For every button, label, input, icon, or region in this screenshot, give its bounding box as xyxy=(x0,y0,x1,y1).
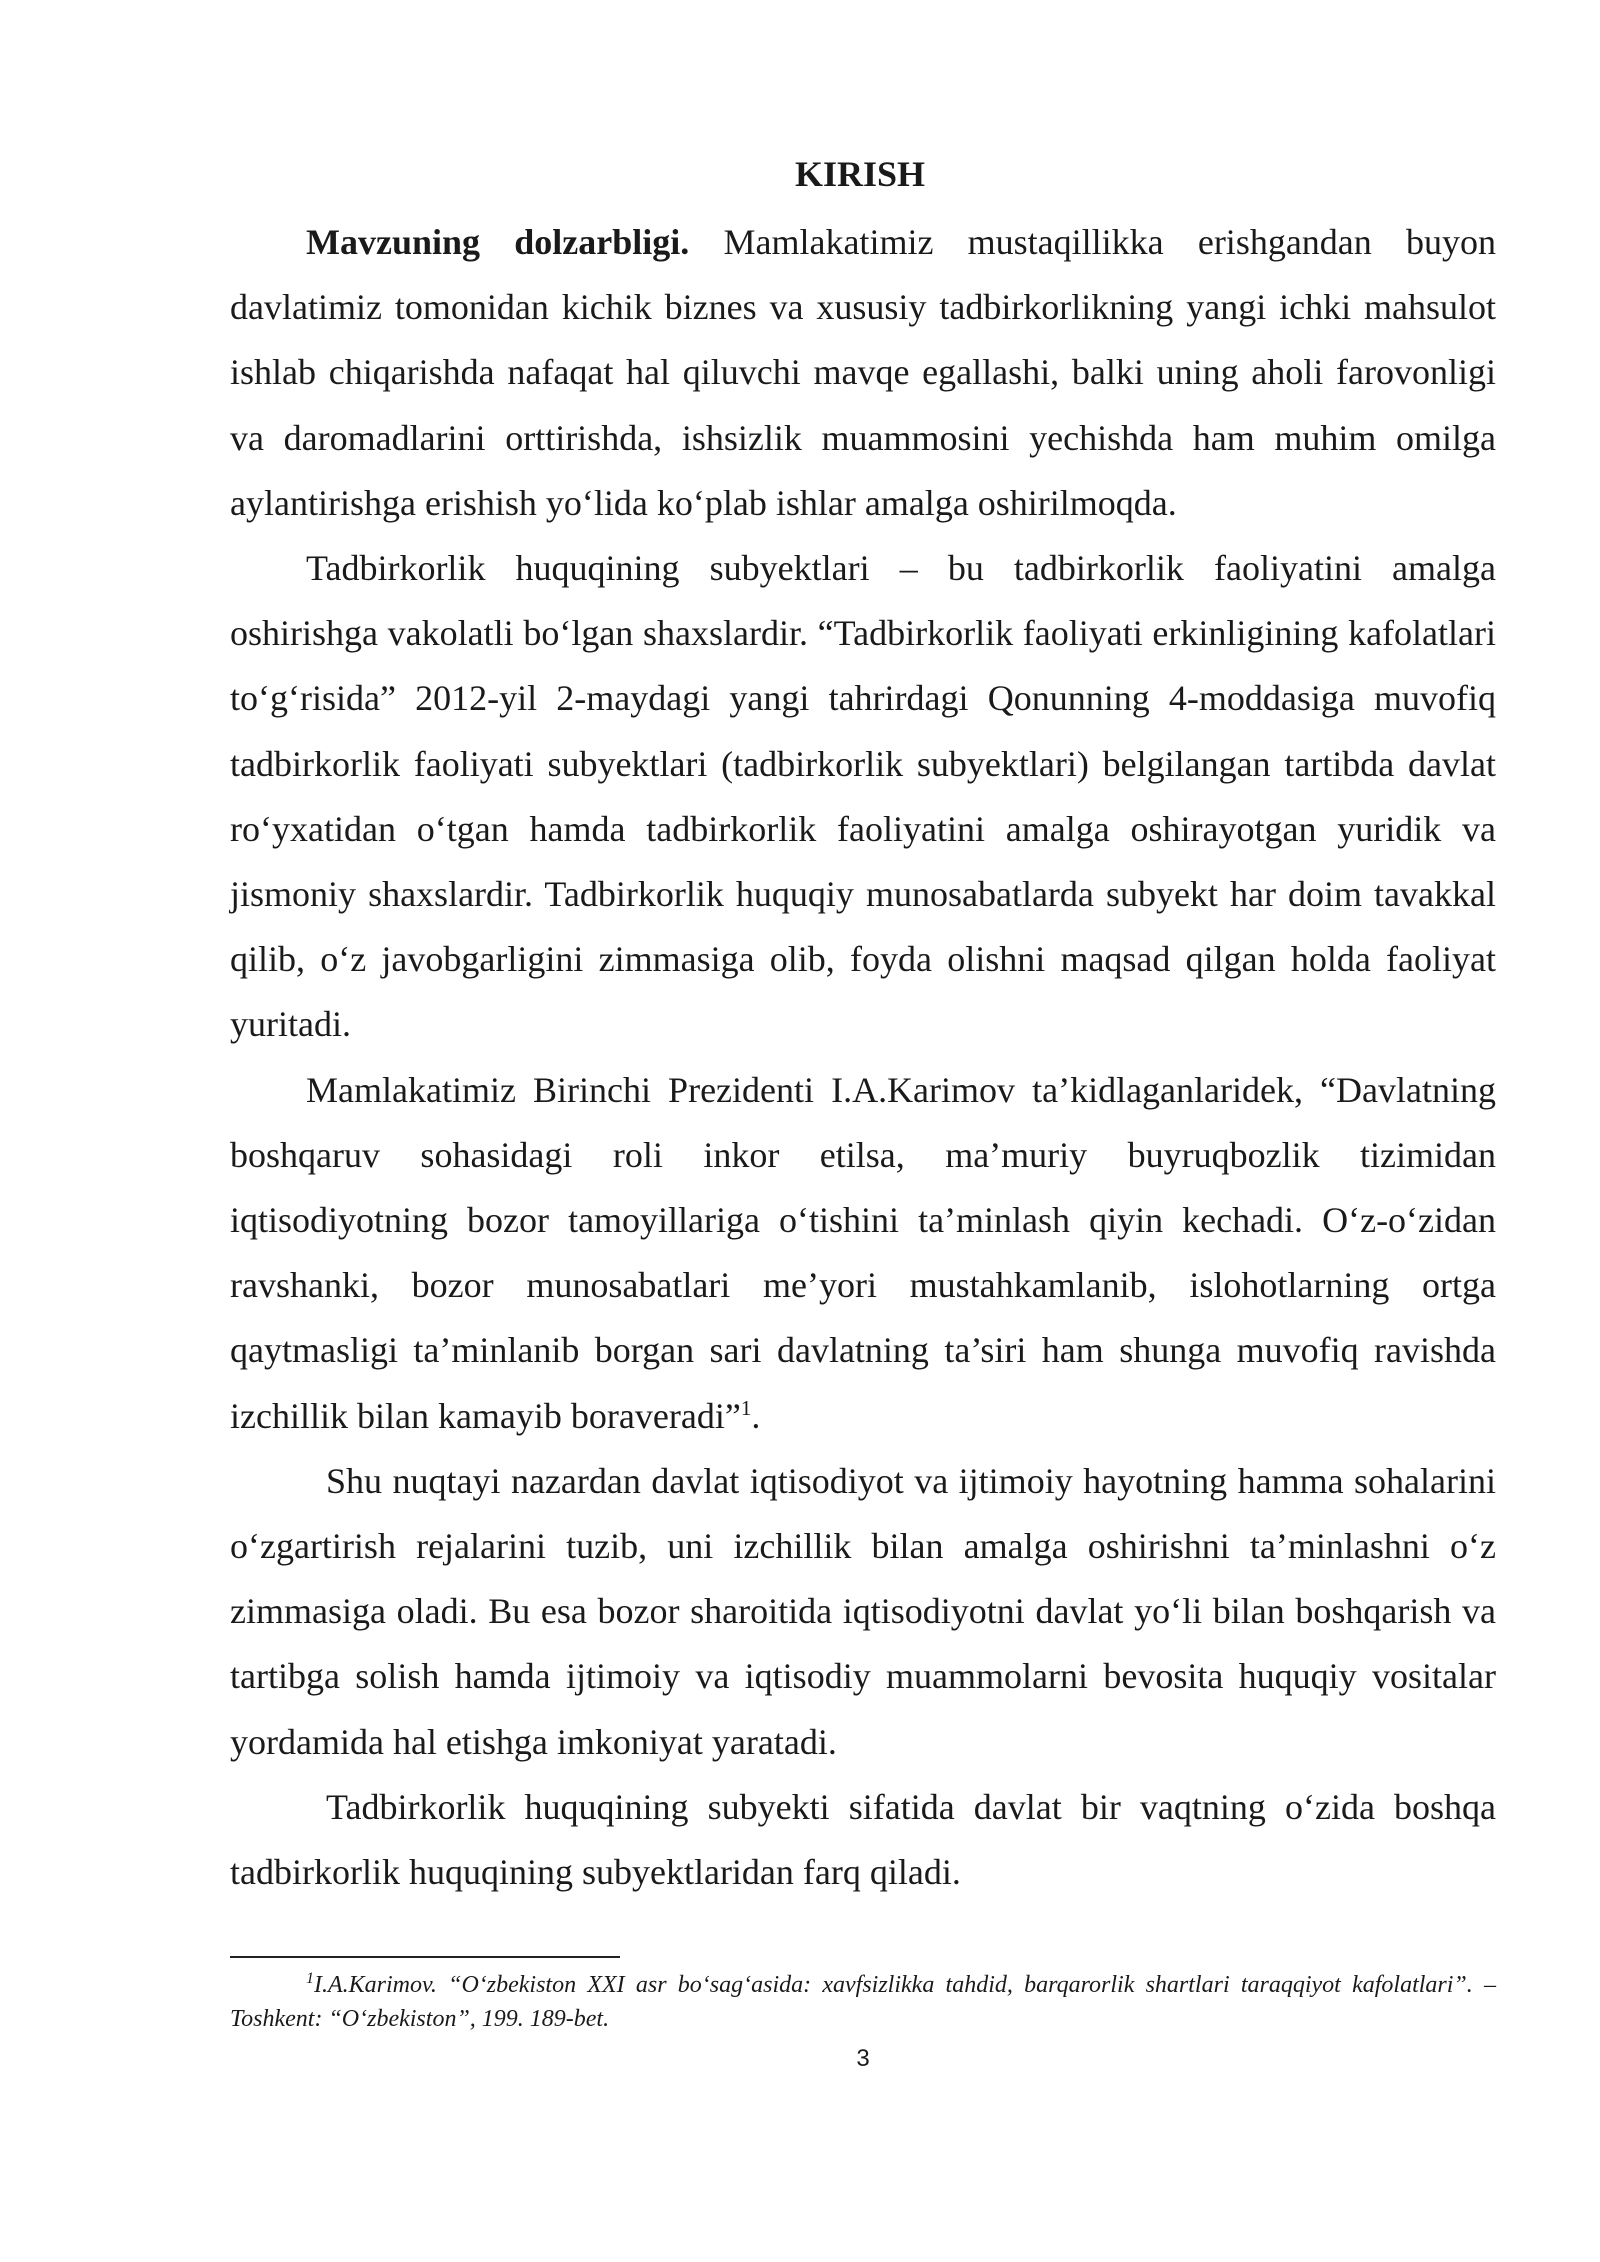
footnote-marker: 1 xyxy=(306,1970,314,1987)
body-text xyxy=(230,210,1496,1905)
paragraph-state-subject xyxy=(230,1775,1496,1905)
paragraph-text: Mamlakatimiz Birinchi Prezidenti I.A.Karimov ta’kidlaganlaridek, “Davlatning boshqaruv sohasidagi roli inkor etilsa, ma’muriy buyruqbozlik tizimidan iqtisodiyotning bozor tamoyillariga oʻtishini ta’minlash qiyin kechadi. Oʻz-oʻzidan ravshanki, bozor munosabatlari me’yori mustahkamlanib, islohotlarning ortga qaytmasligi ta’minlanib borgan sari davlatning ta’siri ham shunga muvofiq ravishda izchillik bilan kamayib boraveradi” xyxy=(230,1069,1496,1436)
footnote xyxy=(230,1968,1496,2036)
paragraph-president-quote xyxy=(230,1058,1496,1449)
paragraph-subjects xyxy=(230,536,1496,1058)
footnote-text: I.A.Karimov. “Oʻzbekiston XXI asr boʻsagʻasida: xavfsizlikka tahdid, barqarorlik shartlari taraqqiyot kafolatlari”. – Toshkent: “Oʻzbekiston”, 199. 189-bet. xyxy=(230,1972,1496,2032)
paragraph-text: Shu nuqtayi nazardan davlat iqtisodiyot va ijtimoiy hayotning hamma sohalarini oʻzgartirish rejalarini tuzib, uni izchillik bilan amalga oshirishni ta’minlashni oʻz zimmasiga oladi. Bu esa bozor sharoitida iqtisodiyotni davlat yoʻli bilan boshqarish va tartibga solish hamda ijtimoiy va iqtisodiy muammolarni bevosita huquqiy vositalar yordamida hal etishga imkoniyat yaratadi. xyxy=(230,1460,1496,1762)
page-title: KIRISH xyxy=(794,154,926,194)
paragraph-relevance xyxy=(230,210,1496,536)
footnote-separator xyxy=(230,1956,620,1958)
paragraph-text: Tadbirkorlik huquqining subyekti sifatida davlat bir vaqtning oʻzida boshqa tadbirkorlik huquqining subyektlaridan farq qiladi. xyxy=(230,1786,1496,1893)
paragraph-text: Mamlakatimiz mustaqillikka erishgandan buyon davlatimiz tomonidan kichik biznes va xususiy tadbirkorlikning yangi ichki mahsulot ishlab chiqarishda nafaqat hal qiluvchi mavqe egallashi, balki uning aholi farovonligi va daromadlarini orttirishda, ishsizlik muammosini yechishda ham muhim omilga aylantirishga erishish yoʻlida koʻplab ishlar amalga oshirilmoqda. xyxy=(230,222,1497,523)
paragraph-tail: . xyxy=(751,1395,761,1436)
paragraph-text: Tadbirkorlik huquqining subyektlari – bu tadbirkorlik faoliyatini amalga oshirishga vakolatli boʻlgan shaxslardir. “Tadbirkorlik faoliyati erkinligining kafolatlari toʻgʻrisida” 2012-yil 2-maydagi yangi tahrirdagi Qonunning 4-moddasiga muvofiq tadbirkorlik faoliyati subyektlari (tadbirkorlik subyektlari) belgilangan tartibda davlat roʻyxatidan oʻtgan hamda tadbirkorlik faoliyatini amalga oshirayotgan yuridik va jismoniy shaxslardir. Tadbirkorlik huquqiy munosabatlarda subyekt har doim tavakkal qilib, oʻz javobgarligini zimmasiga olib, foyda olishni maqsad qilgan holda faoliyat yuritadi. xyxy=(230,548,1496,1045)
paragraph-lead: Mavzuning dolzarbligi. xyxy=(306,222,690,262)
footnote-reference[interactable]: 1 xyxy=(740,1395,752,1420)
page-number: 3 xyxy=(856,2045,870,2072)
paragraph-state-role xyxy=(230,1449,1496,1775)
